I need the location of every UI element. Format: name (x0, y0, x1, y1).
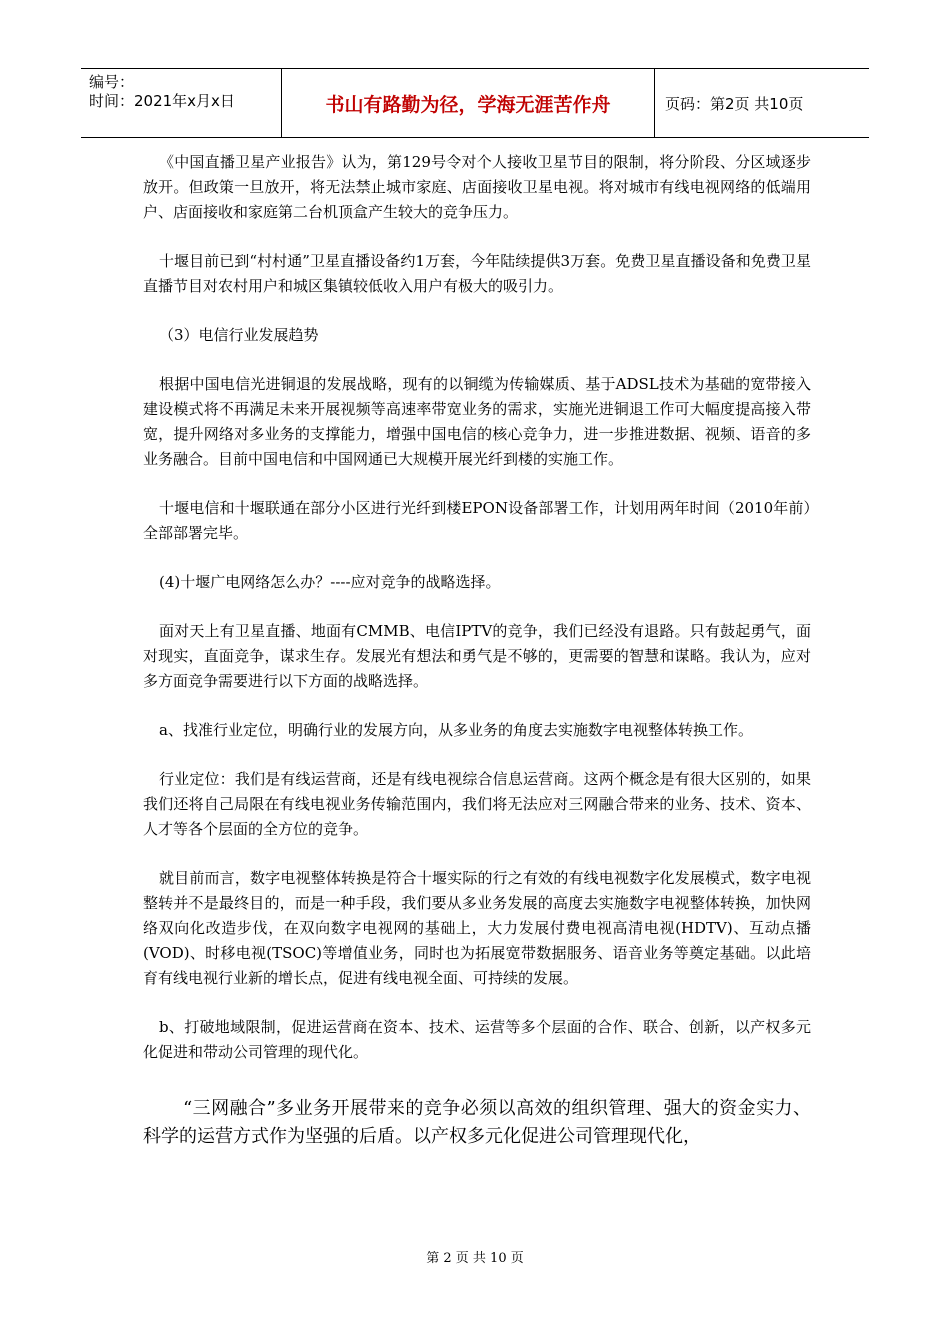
paragraph-competition: 面对天上有卫星直播、地面有CMMB、电信IPTV的竞争，我们已经没有退路。只有鼓起勇气，面对现实，直面竞争，谋求生存。发展光有想法和勇气是不够的，更需要的智慧和谋略。我认为，应对多方面竞争需要进行以下方面的战略选择。 (143, 622, 811, 690)
header-meta-cell (81, 69, 282, 137)
header-page-number: 页码：第2页 共10页 (665, 94, 804, 113)
document-header (81, 68, 869, 138)
document-body (143, 150, 811, 1151)
paragraph-digital-tv: 就目前而言，数字电视整体转换是符合十堰实际的行之有效的有线电视数字化发展模式，数字电视整转并不是最终目的，而是一种手段，我们要从多业务发展的高度去实施数字电视整体转换，加快网络双向化改造步伐，在双向数字电视网的基础上，大力发展付费电视高清电视(HDTV)、互动点播 (VOD)、时移电视(TSOC)等增值业务，同时也为拓展宽带数据服务、语音业务等奠定基础。以此培育有线电视行业新的增长点，促进有线电视全面、可持续的发展。 (143, 869, 811, 987)
paragraph-fiber-strategy: 根据中国电信光进铜退的发展战略，现有的以铜缆为传输媒质、基于ADSL技术为基础的宽带接入建设模式将不再满足未来开展视频等高速率带宽业务的需求，实施光进铜退工作可大幅度提高接入带宽，提升网络对多业务的支撑能力，增强中国电信的核心竞争力，进一步推进数据、视频、语音的多业务融合。目前中国电信和中国网通已大规模开展光纤到楼的实施工作。 (143, 375, 811, 468)
paragraph-strategy-a: a、找准行业定位，明确行业的发展方向，从多业务的角度去实施数字电视整体转换工作。 (159, 721, 753, 739)
section-heading-telecom-trend: （3）电信行业发展趋势 (159, 326, 319, 344)
document-number-label: 编号： (89, 73, 135, 91)
paragraph-industry-position: 行业定位：我们是有线运营商，还是有线电视综合信息运营商。这两个概念是有很大区别的，如果我们还将自己局限在有线电视业务传输范围内，我们将无法应对三网融合带来的业务、技术、资本、人才等各个层面的全方位的竞争。 (143, 770, 811, 838)
section-heading-strategy: (4)十堰广电网络怎么办？----应对竞争的战略选择。 (159, 573, 501, 591)
paragraph-epon-deployment: 十堰电信和十堰联通在部分小区进行光纤到楼EPON设备部署工作，计划用两年时间（2010年前）全部部署完毕。 (143, 499, 811, 542)
paragraph-strategy-b: b、打破地域限制，促进运营商在资本、技术、运营等多个层面的合作、联合、创新，以产权多元化促进和带动公司管理的现代化。 (143, 1018, 811, 1061)
document-time-label: 时间：2021年x月x日 (89, 92, 235, 110)
paragraph-satellite-report: 《中国直播卫星产业报告》认为，第129号令对个人接收卫星节目的限制，将分阶段、分区域逐步放开。但政策一旦放开，将无法禁止城市家庭、店面接收卫星电视。将对城市有线电视网络的低端用户、店面接收和家庭第二台机顶盒产生较大的竞争压力。 (143, 153, 811, 221)
page-footer: 第 2 页 共 10 页 (426, 1251, 524, 1266)
paragraph-three-network: “三网融合”多业务开展带来的竞争必须以高效的组织管理、强大的资金实力、科学的运营方式作为坚强的后盾。以产权多元化促进公司管理现代化， (143, 1098, 811, 1147)
paragraph-village-satellite: 十堰目前已到“村村通”卫星直播设备约1万套，今年陆续提供3万套。免费卫星直播设备和免费卫星直播节目对农村用户和城区集镇较低收入用户有极大的吸引力。 (143, 252, 811, 295)
header-motto: 书山有路勤为径，学海无涯苦作舟 (282, 69, 655, 137)
